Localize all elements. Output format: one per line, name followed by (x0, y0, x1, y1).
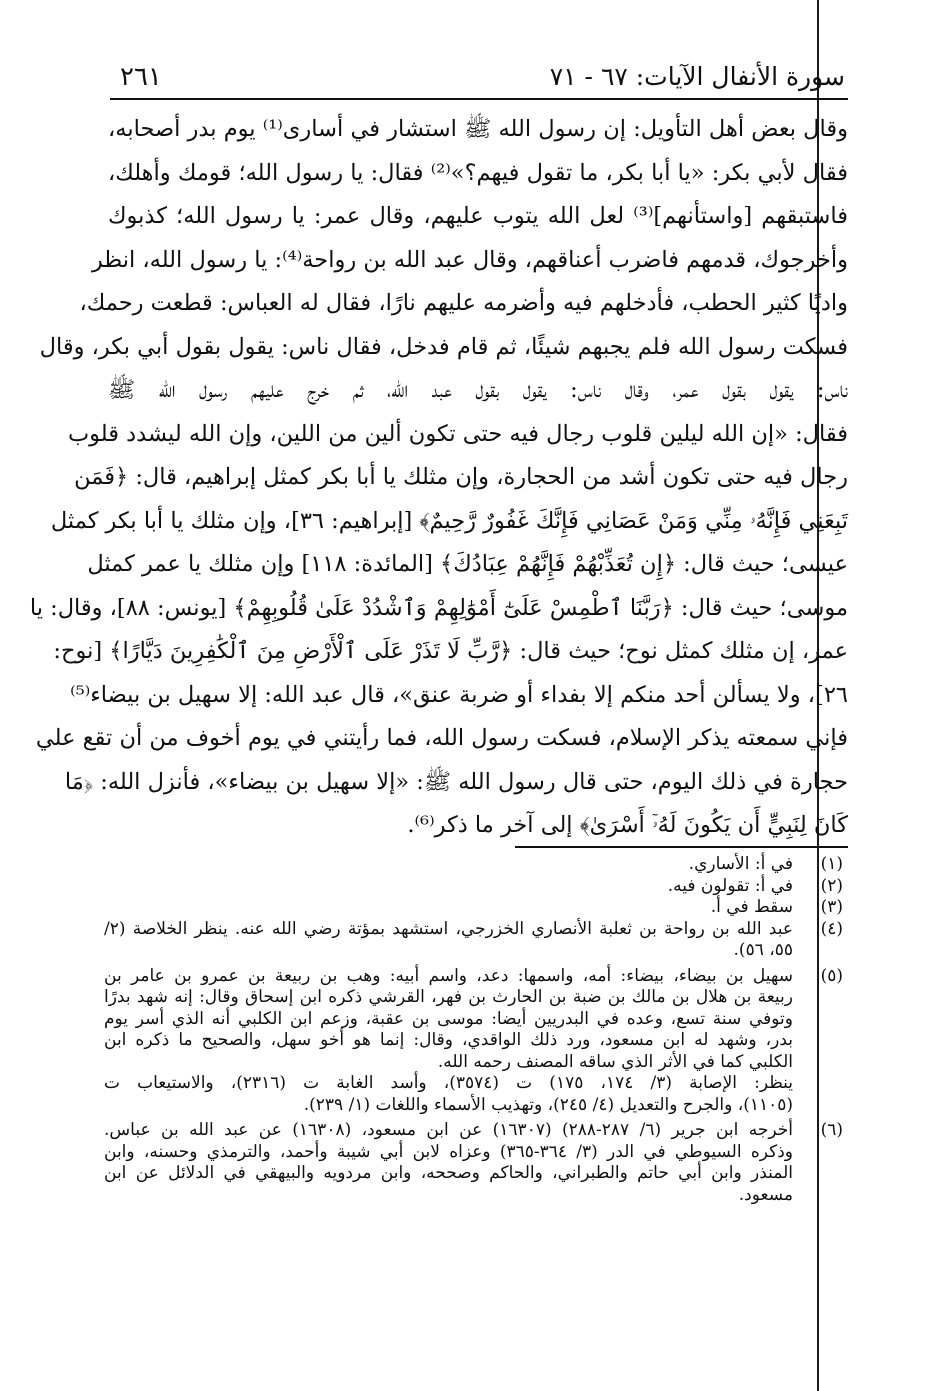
footnote-line: ٥٥، ٥٦). (733, 940, 793, 960)
footnote-number: (١) (820, 854, 843, 874)
footnote-line: الكلبي كما في الأثر الذي ساقه المصنف رحمه الله. (437, 1051, 793, 1072)
text-line: حجارة في ذلك اليوم، حتى قال رسول الله ﷺ: «إلا سهيل بن بيضاء»، فأنزل الله: ﴿مَا (64, 768, 848, 795)
text-line: تَبِعَنِي فَإِنَّهُۥ مِنِّي وَمَنْ عَصَانِي فَإِنَّكَ غَفُورٌ رَّحِيمٌ﴾ [إبراهيم: ٣٦]، وإن مثلك يا أبا بكر كمثل (50, 507, 848, 534)
text-line: فاستبقهم [واستأنهم]⁽³⁾ لعل الله يتوب عليهم، وقال عمر: يا رسول الله؛ كذبوك (108, 203, 849, 229)
text-line: فقال: «إن الله ليلين قلوب رجال فيه حتى تكون ألين من اللين، وإن الله ليشدد قلوب (67, 420, 848, 447)
page-number: ٢٦١ (120, 62, 162, 92)
text-line: عيسى؛ حيث قال: ﴿إِن تُعَذِّبْهُمْ فَإِنَّهُمْ عِبَادُكَ﴾ [المائدة: ١١٨] وإن مثلك يا عمر كمثل (87, 551, 848, 577)
text-line: ٢٦]، ولا يسألن أحد منكم إلا بفداء أو ضربة عنق»، قال عبد الله: إلا سهيل بن بيضاء⁽⁵⁾ (70, 681, 848, 708)
footnote-5 (104, 966, 849, 1074)
text-line: وأخرجوك، قدمهم فاضرب أعناقهم، وقال عبد الله بن رواحة⁽⁴⁾: يا رسول الله، انظر (91, 246, 848, 273)
footnote-2 (104, 876, 849, 898)
footnote-line: في أ: الأساري. (688, 854, 793, 874)
footnote-1 (104, 854, 849, 876)
footnote-line: سهيل بن بيضاء، بيضاء: أمه، واسمها: دعد، واسم أبيه: وهب بن ربيعة بن عمرو بن عامر بن (104, 965, 793, 986)
header-rule (110, 98, 848, 100)
footnote-3 (104, 897, 849, 919)
text-line: عمر، إن مثلك كمثل نوح؛ حيث قال: ﴿رَّبِّ لَا تَذَرْ عَلَى ٱلْأَرْضِ مِنَ ٱلْكَٰفِرِينَ دَيَّارًا﴾ [نوح: (53, 638, 848, 664)
footnote-rule (515, 846, 848, 848)
footnote-number (793, 1073, 849, 1116)
footnote-line: المنذر وابن أبي حاتم والطبراني، والحاكم وصححه، وابن مردويه والبيهقي في الدلائل عن ابن (104, 1163, 793, 1183)
footnote-line: ربيعة بن هلال بن مالك بن ضبة بن الحارث بن فهر، القرشي ذكره ابن إسحاق وقال: إنه شهد بدرًا (104, 987, 793, 1007)
text-line: فإني سمعته يذكر الإسلام، فسكت رسول الله، فما رأيتني في يوم أخوف من أن تقع علي (35, 725, 848, 751)
text-line: رجال فيه حتى تكون أشد من الحجارة، وإن مثلك يا أبا بكر كمثل إبراهيم، قال: ﴿فَمَن (74, 464, 848, 490)
footnote-line: أخرجه ابن جرير (٦/ ٢٨٧-٢٨٨) (١٦٣٠٧) عن ابن مسعود، (١٦٣٠٨) عن عبد الله بن عباس. (104, 1120, 794, 1140)
text-line: موسى؛ حيث قال: ﴿رَبَّنَا ٱطْمِسْ عَلَىٰٓ أَمْوَٰلِهِمْ وَٱشْدُدْ عَلَىٰ قُلُوبِهِمْ﴾ [يونس: ٨٨]، وقال: يا (29, 594, 848, 621)
running-title: سورة الأنفال الآيات: ٦٧ - ٧١ (549, 62, 845, 91)
footnote-line: مسعود. (738, 1184, 793, 1205)
footnote-line: ينظر: الإصابة (٣/ ١٧٤، ١٧٥) ت (٣٥٧٤)، وأسد الغابة ت (٢٣١٦)، والاستيعاب ت (104, 1073, 794, 1093)
footnote-line: في أ: تقولون فيه. (667, 875, 793, 896)
footnote-number: (٦) (820, 1120, 843, 1140)
footnote-line: بدر، وشهد له ابن مسعود، ورد ذلك الواقدي، وقال: إنما هو أخو سهل، والصحيح ما ذكره ابن (104, 1030, 793, 1050)
footnote-line: عبد الله بن رواحة بن ثعلبة الأنصاري الخزرجي، استشهد بمؤتة رضي الله عنه. ينظر الخلاصة (٢/ (104, 918, 793, 939)
footnote-line: (١١٠٥)، والجرح والتعديل (٤/ ٢٤٥)، وتهذيب الأسماء واللغات (١/ ٢٣٩). (303, 1094, 793, 1115)
text-line: ناس: يقول بقول عمر، وقال ناس: يقول بقول عبد الله، ثم خرج عليهم رسول الله ﷺ (108, 377, 848, 403)
text-line: وقال بعض أهل التأويل: إن رسول الله ﷺ استشار في أسارى⁽¹⁾ يوم بدر أصحابه، (108, 116, 848, 142)
footnotes (104, 854, 849, 1206)
main-text (29, 108, 849, 848)
footnote-line: سقط في أ. (710, 897, 793, 917)
footnote-4 (104, 919, 849, 962)
footnote-number: (٤) (820, 918, 843, 939)
text-line: فسكت رسول الله فلم يجبهم شيئًا، ثم قام فدخل، فقال ناس: يقول بقول أبي بكر، وقال (39, 333, 848, 360)
page-header (110, 60, 845, 100)
footnote-6 (104, 1120, 849, 1206)
footnote-number: (٣) (820, 897, 843, 917)
footnote-5-references (104, 1073, 849, 1116)
footnote-line: وذكره السيوطي في الدر (٣/ ٣٦٤-٣٦٥) وعزاه لابن أبي شيبة وأحمد، والترمذي وحسنه، وابن (104, 1141, 793, 1162)
text-line: كَانَ لِنَبِيٍّ أَن يَكُونَ لَهُۥٓ أَسْرَىٰ﴾ إلى آخر ما ذكر⁽⁶⁾. (407, 812, 848, 838)
text-line: واديًا كثير الحطب، فأدخلهم فيه وأضرمه عليهم نارًا، فقال له العباس: قطعت رحمك، (79, 290, 848, 316)
footnote-line: وتوفي سنة تسع، وعده في البدريين أيضا: موسى بن عقبة، وزعم ابن الكلبي أنه الذي أسر يوم (104, 1008, 793, 1029)
footnote-number: (٢) (820, 875, 843, 896)
footnote-number: (٥) (820, 965, 843, 986)
text-line: فقال لأبي بكر: «يا أبا بكر، ما تقول فيهم؟»⁽²⁾ فقال: يا رسول الله؛ قومك وأهلك، (108, 159, 848, 186)
